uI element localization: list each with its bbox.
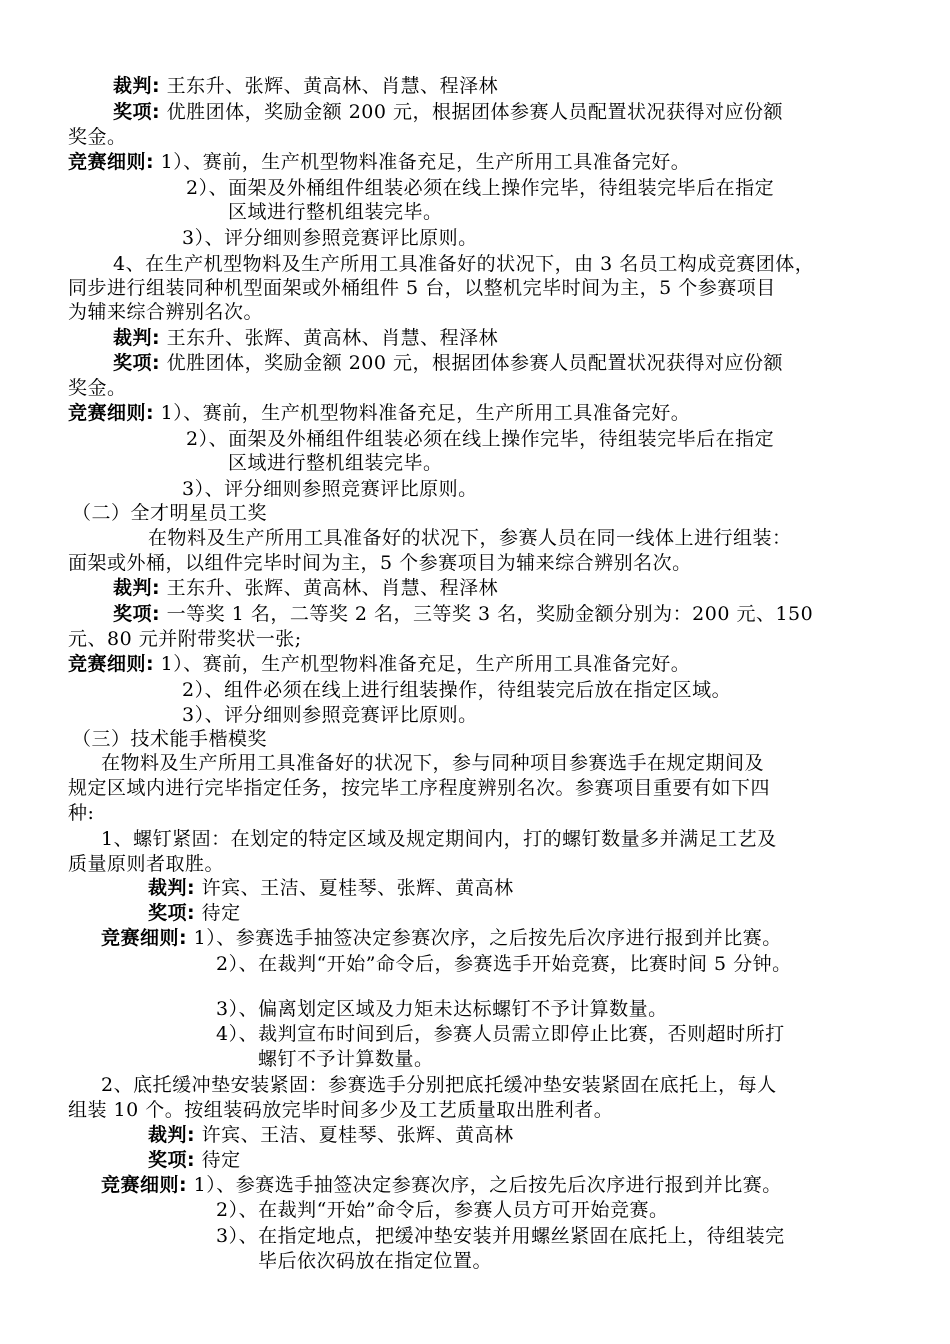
rule-item: 3）、偏离划定区域及力矩未达标螺钉不予计算数量。 [216, 998, 668, 1020]
rule-item: 3）、评分细则参照竞赛评比原则。 [182, 227, 478, 249]
rule-item: 1）、参赛选手抽签决定参赛次序，之后按先后次序进行报到并比赛。 [193, 927, 782, 949]
judges-label: 裁判: [113, 75, 161, 97]
judges-line [113, 576, 498, 600]
rule-item: 3）、评分细则参照竞赛评比原则。 [182, 478, 478, 500]
award-label: 奖项: [148, 902, 196, 924]
paragraph-item-4-cont: 为辅来综合辨别名次。 [68, 301, 264, 323]
rule-item: 2）、在裁判“开始”命令后，参赛选手开始竞赛，比赛时间 5 分钟。 [216, 953, 792, 975]
rule-item: 1）、参赛选手抽签决定参赛次序，之后按先后次序进行报到并比赛。 [193, 1174, 782, 1196]
award-text-cont: 元、80 元并附带奖状一张; [68, 628, 302, 650]
section-desc: 在物料及生产所用工具准备好的状况下，参赛人员在同一线体上进行组装： [148, 527, 792, 549]
rules-label: 竞赛细则: [68, 653, 155, 675]
rule-item: 2）、面架及外桶组件组装必须在线上操作完毕，待组装完毕后在指定 [186, 177, 775, 199]
rule-item: 1）、赛前，生产机型物料准备充足，生产所用工具准备完好。 [160, 151, 691, 173]
rules-line [68, 652, 690, 676]
award-label: 奖项: [113, 352, 161, 374]
paragraph-item-2-cont: 组装 10 个。按组装码放完毕时间多少及工艺质量取出胜利者。 [68, 1099, 614, 1121]
judges-names: 许宾、王洁、夏桂琴、张辉、黄高林 [201, 877, 514, 899]
paragraph-item-1: 1、螺钉紧固：在划定的特定区域及规定期间内，打的螺钉数量多并满足工艺及 [101, 828, 777, 850]
award-line [113, 602, 813, 626]
rule-item: 3）、在指定地点，把缓冲垫安装并用螺丝紧固在底托上，待组装完 [216, 1225, 785, 1247]
award-label: 奖项: [113, 101, 161, 123]
award-text: 优胜团体，奖励金额 200 元，根据团体参赛人员配置状况获得对应份额 [166, 352, 784, 374]
rule-item: 2）、在裁判“开始”命令后，参赛人员方可开始竞赛。 [216, 1199, 669, 1221]
judges-line [113, 326, 498, 350]
paragraph-item-1-cont: 质量原则者取胜。 [68, 853, 225, 875]
rule-item: 2）、面架及外桶组件组装必须在线上操作完毕，待组装完毕后在指定 [186, 428, 775, 450]
section-desc-cont: 面架或外桶，以组件完毕时间为主，5 个参赛项目为辅来综合辨别名次。 [68, 552, 692, 574]
award-text-cont: 奖金。 [68, 377, 127, 399]
rules-label: 竞赛细则: [68, 402, 155, 424]
award-line [113, 351, 783, 375]
rules-label: 竞赛细则: [68, 151, 155, 173]
award-text-cont: 奖金。 [68, 126, 127, 148]
award-text: 待定 [201, 902, 241, 924]
section-heading: （三）技术能手楷模奖 [72, 728, 268, 750]
rules-line [68, 150, 690, 174]
rule-item: 3）、评分细则参照竞赛评比原则。 [182, 704, 478, 726]
award-label: 奖项: [148, 1149, 196, 1171]
award-label: 奖项: [113, 603, 161, 625]
rules-line [101, 926, 782, 950]
award-text: 待定 [201, 1149, 241, 1171]
judges-label: 裁判: [148, 1124, 196, 1146]
paragraph-item-4: 4、在生产机型物料及生产所用工具准备好的状况下，由 3 名员工构成竞赛团体， [113, 253, 815, 275]
rule-item: 1）、赛前，生产机型物料准备充足，生产所用工具准备完好。 [160, 402, 691, 424]
judges-label: 裁判: [148, 877, 196, 899]
rule-item: 4）、裁判宣布时间到后，参赛人员需立即停止比赛，否则超时所打 [216, 1023, 785, 1045]
award-line [148, 901, 241, 925]
rules-line [68, 401, 690, 425]
rules-label: 竞赛细则: [101, 927, 188, 949]
award-text: 优胜团体，奖励金额 200 元，根据团体参赛人员配置状况获得对应份额 [166, 101, 784, 123]
judges-names: 许宾、王洁、夏桂琴、张辉、黄高林 [201, 1124, 514, 1146]
section-desc-cont: 规定区域内进行完毕指定任务，按完毕工序程度辨别名次。参赛项目重要有如下四 [68, 777, 771, 799]
paragraph-item-2: 2、底托缓冲垫安装紧固：参赛选手分别把底托缓冲垫安装紧固在底托上，每人 [101, 1074, 777, 1096]
judges-names: 王东升、张辉、黄高林、肖慧、程泽林 [166, 327, 499, 349]
rule-item: 2）、组件必须在线上进行组装操作，待组装完后放在指定区域。 [182, 679, 732, 701]
judges-label: 裁判: [113, 327, 161, 349]
section-desc: 在物料及生产所用工具准备好的状况下，参与同种项目参赛选手在规定期间及 [101, 752, 765, 774]
rule-item-cont: 区域进行整机组装完毕。 [228, 452, 443, 474]
judges-label: 裁判: [113, 577, 161, 599]
rule-item-cont: 毕后依次码放在指定位置。 [258, 1250, 493, 1272]
rule-item-cont: 螺钉不予计算数量。 [258, 1048, 434, 1070]
judges-line [148, 876, 514, 900]
rule-item: 1）、赛前，生产机型物料准备充足，生产所用工具准备完好。 [160, 653, 691, 675]
award-line [113, 100, 783, 124]
judges-names: 王东升、张辉、黄高林、肖慧、程泽林 [166, 75, 499, 97]
award-line [148, 1148, 241, 1172]
judges-line [148, 1123, 514, 1147]
rules-label: 竞赛细则: [101, 1174, 188, 1196]
award-text: 一等奖 1 名，二等奖 2 名，三等奖 3 名，奖励金额分别为：200 元、150 [166, 603, 814, 625]
section-heading: （二）全才明星员工奖 [72, 502, 268, 524]
section-desc-cont: 种: [68, 802, 95, 824]
judges-line [113, 74, 498, 98]
paragraph-item-4-cont: 同步进行组装同种机型面架或外桶组件 5 台，以整机完毕时间为主，5 个参赛项目 [68, 277, 776, 299]
rule-item-cont: 区域进行整机组装完毕。 [228, 201, 443, 223]
judges-names: 王东升、张辉、黄高林、肖慧、程泽林 [166, 577, 499, 599]
rules-line [101, 1173, 782, 1197]
